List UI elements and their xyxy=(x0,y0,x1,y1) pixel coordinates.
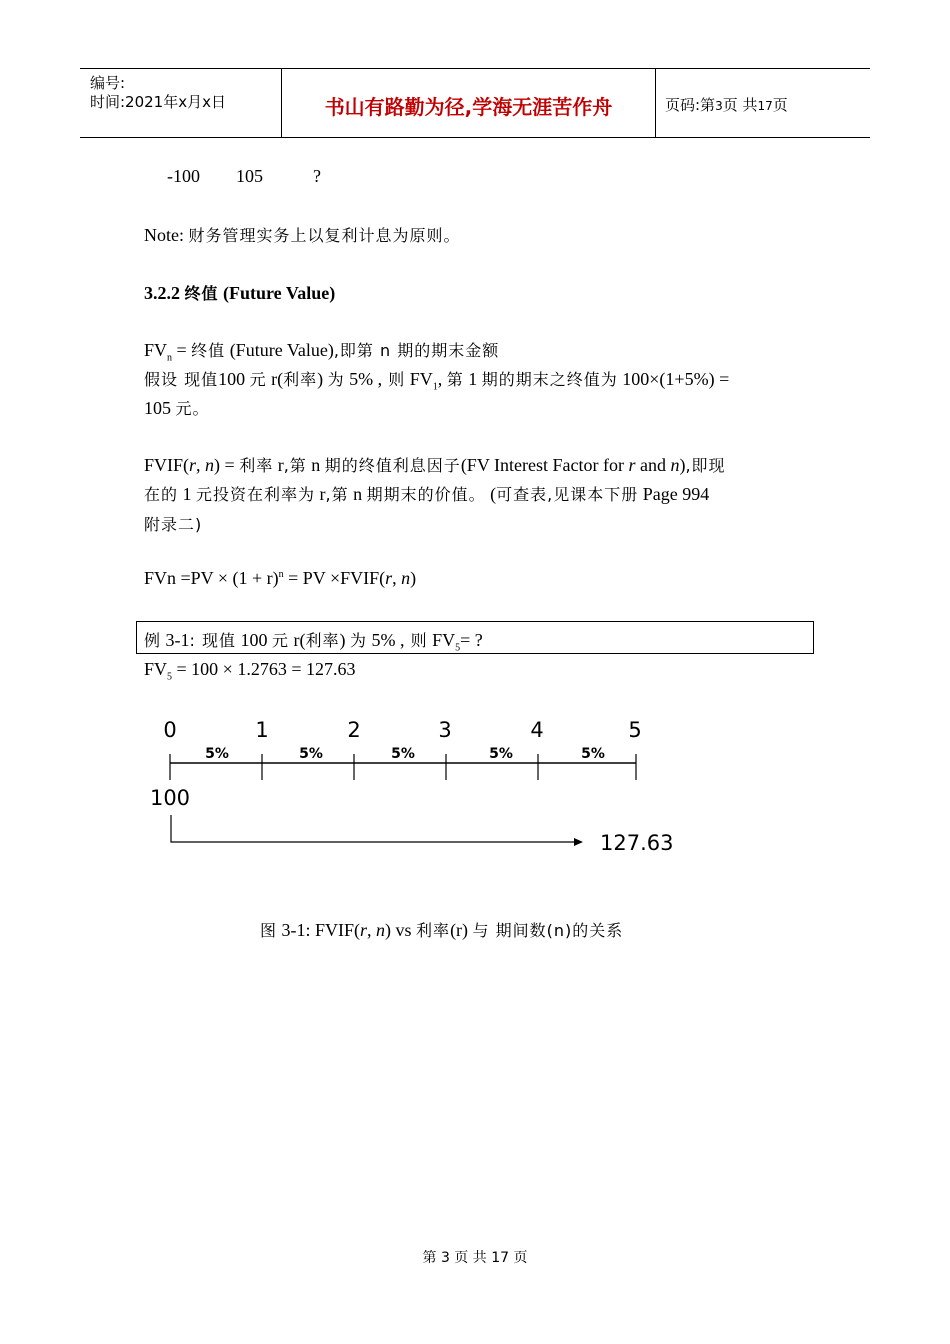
start-value: 100 xyxy=(149,786,191,810)
period-label-5: 5 xyxy=(628,718,642,742)
period-label-0: 0 xyxy=(163,718,177,742)
fv-definition: $FV_n$ = 终值 (Future Value),即第 n 期的期末金额 xyxy=(144,340,500,364)
growth-arrow-line xyxy=(171,815,575,842)
rate-label-5: 5% xyxy=(581,746,605,762)
arrowhead-icon xyxy=(574,838,583,846)
assumption-line-2: 105 元。 xyxy=(144,398,210,418)
assumption-line-1: 假设 现值100 元 r(利率) 为 5% , 则 $FV_1$, 第 1 期的期末之终值为 100×(1+5%) = xyxy=(144,369,730,393)
note-line: Note: 财务管理实务上以复利计息为原则。 xyxy=(144,225,461,245)
period-labels xyxy=(163,718,641,742)
example-result: $FV_5 = 100 \times 1.2763 = 127.63$ xyxy=(144,659,356,683)
period-label-1: 1 xyxy=(255,718,269,742)
rate-label-1: 5% xyxy=(205,746,229,762)
fvif-definition-line-2: 在的 1 元投资在利率为 r,第 n 期期末的价值。 (可查表,见课本下册 Page 994 xyxy=(144,484,710,504)
figure-caption: 图 3-1: FVIF(r, n) vs 利率(r) 与 期间数(n)的关系 xyxy=(260,920,624,940)
period-label-2: 2 xyxy=(347,718,361,742)
page-counter: 页码:第3页 共17页 xyxy=(665,96,788,114)
period-label-3: 3 xyxy=(438,718,452,742)
rate-label-4: 5% xyxy=(489,746,513,762)
value-105: 105 xyxy=(236,166,263,186)
time-label: 时间:2021年x月x日 xyxy=(90,93,226,111)
value-minus-100: -100 xyxy=(167,166,200,186)
fvif-definition-line-1: FVIF(r, n) = 利率 r,第 n 期的终值利息因子(FV Interest Factor for r and n),即现 xyxy=(144,455,726,475)
motto: 书山有路勤为径,学海无涯苦作舟 xyxy=(324,95,613,119)
number-label: 编号: xyxy=(90,74,126,92)
end-value: 127.63 xyxy=(600,831,674,855)
page-footer: 第 3 页 共 17 页 xyxy=(422,1250,528,1266)
fv-formula: FVn $=PV \times (1 + r)^n$ = PV ×FVIF(r, n) xyxy=(144,568,417,588)
period-label-4: 4 xyxy=(530,718,544,742)
rate-label-3: 5% xyxy=(391,746,415,762)
section-heading: 3.2.2 终值 (Future Value) xyxy=(144,283,336,303)
value-question: ? xyxy=(313,166,321,186)
example-text: 例 3-1: 现值 100 元 r(利率) 为 5% , 则 $FV_5=$ ? xyxy=(144,630,483,654)
fvif-definition-line-3: 附录二) xyxy=(144,515,203,534)
rate-labels xyxy=(205,746,605,762)
rate-label-2: 5% xyxy=(299,746,323,762)
